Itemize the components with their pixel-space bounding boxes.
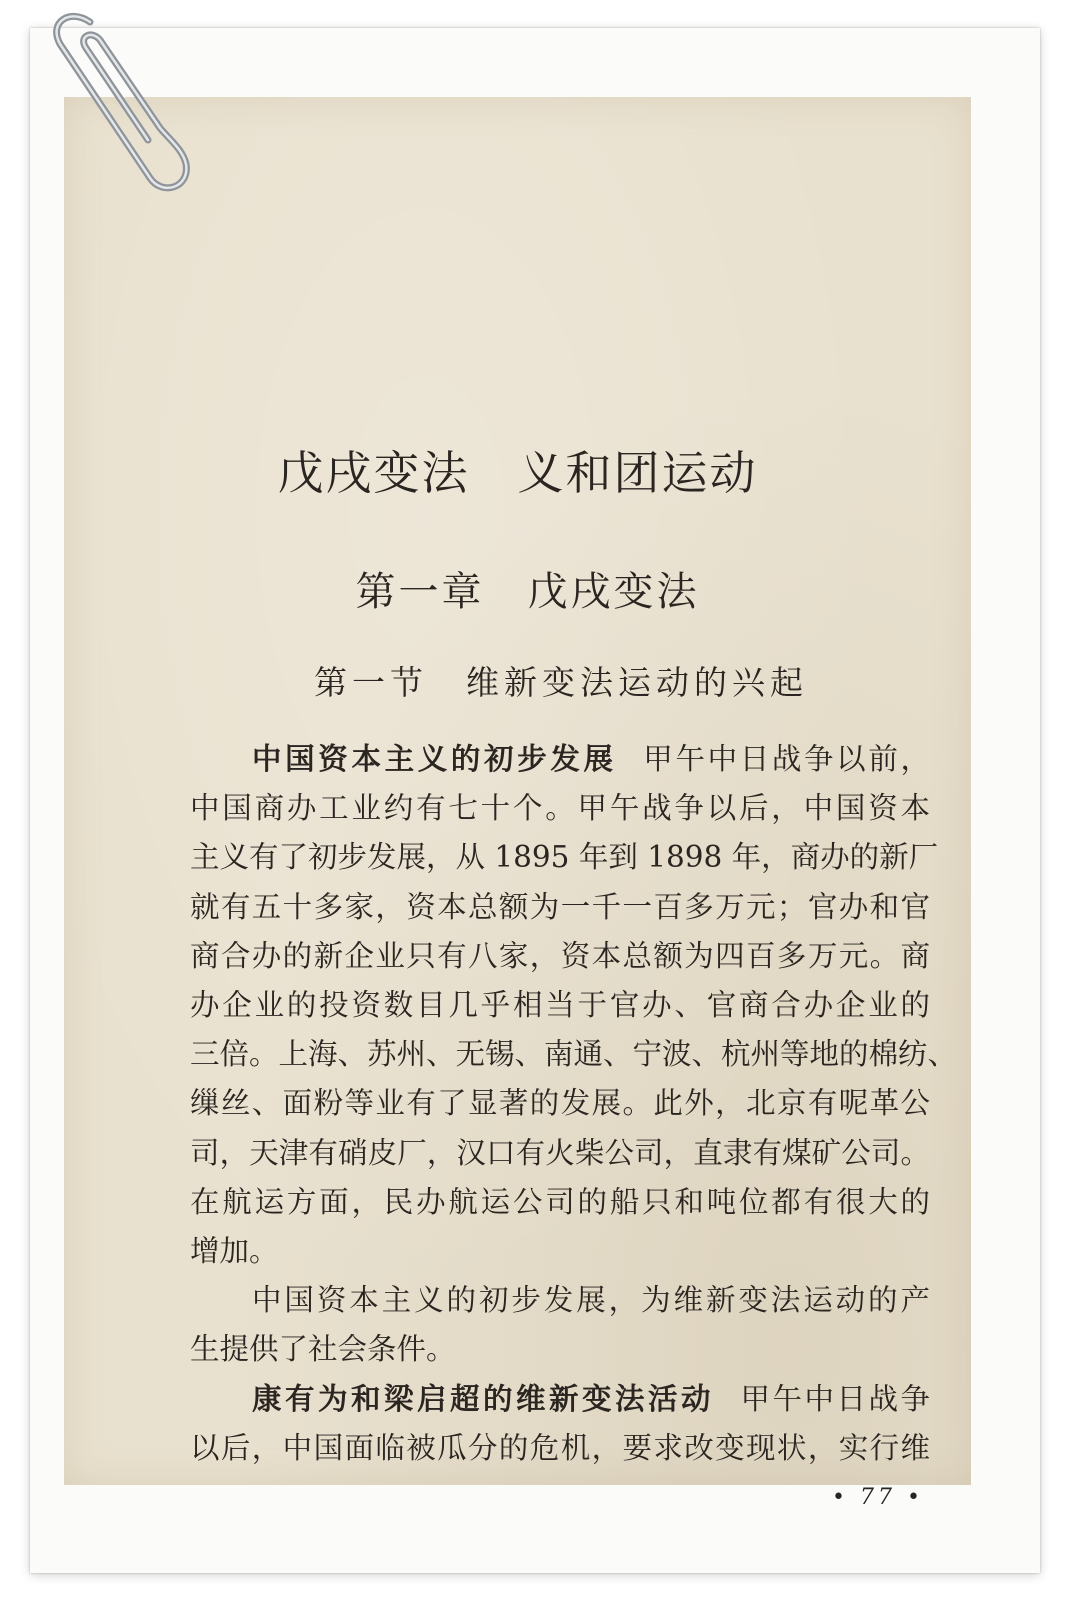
paragraph-line: 增加。	[190, 1234, 279, 1269]
paragraph-line: 以后，中国面临被瓜分的危机，要求改变现状，实行维	[190, 1430, 930, 1465]
paragraph-line: 中国资本主义的初步发展 甲午中日战争以前，	[252, 742, 930, 776]
paragraph-line: 中国资本主义的初步发展，为维新变法运动的产	[252, 1283, 930, 1318]
page-number: • 77 •	[832, 1485, 924, 1510]
scanned-book-page	[64, 97, 971, 1510]
paragraph-reform-activities	[190, 1375, 930, 1473]
paragraph-line: 在航运方面，民办航运公司的船只和吨位都有很大的	[190, 1184, 930, 1219]
paragraph-heading: 中国资本主义的初步发展	[252, 742, 617, 776]
paperclip-icon	[30, 0, 200, 200]
paragraph-line: 中国商办工业约有七十个。甲午战争以后，中国资本	[190, 791, 930, 826]
paragraph-conditions	[190, 1276, 930, 1374]
paragraph-line: 主义有了初步发展，从 1895 年到 1898 年，商办的新厂	[190, 840, 939, 875]
paragraph-line: 生提供了社会条件。	[190, 1332, 456, 1367]
body-text	[190, 735, 958, 1473]
paragraph-line: 康有为和梁启超的维新变法活动 甲午中日战争	[252, 1381, 930, 1416]
paragraph-line: 司，天津有硝皮厂，汉口有火柴公司，直隶有煤矿公司。	[190, 1135, 930, 1170]
paragraph-line: 办企业的投资数目几乎相当于官办、官商合办企业的	[190, 988, 930, 1023]
chapter-title: 第一章 戊戌变法	[355, 569, 700, 615]
paragraph-line: 缫丝、面粉等业有了显著的发展。此外，北京有呢革公	[190, 1086, 930, 1121]
paragraph-line: 就有五十多家，资本总额为一千一百多万元；官办和官	[190, 889, 930, 924]
paragraph-line: 商合办的新企业只有八家，资本总额为四百多万元。商	[190, 938, 930, 973]
paragraph-line: 三倍。上海、苏州、无锡、南通、宁波、杭州等地的棉纺、	[190, 1037, 958, 1072]
paragraph-heading: 康有为和梁启超的维新变法活动	[252, 1381, 714, 1416]
book-title: 戊戌变法 义和团运动	[277, 446, 758, 500]
section-title: 第一节 维新变法运动的兴起	[314, 663, 808, 702]
paragraph-capitalism	[190, 735, 958, 1276]
